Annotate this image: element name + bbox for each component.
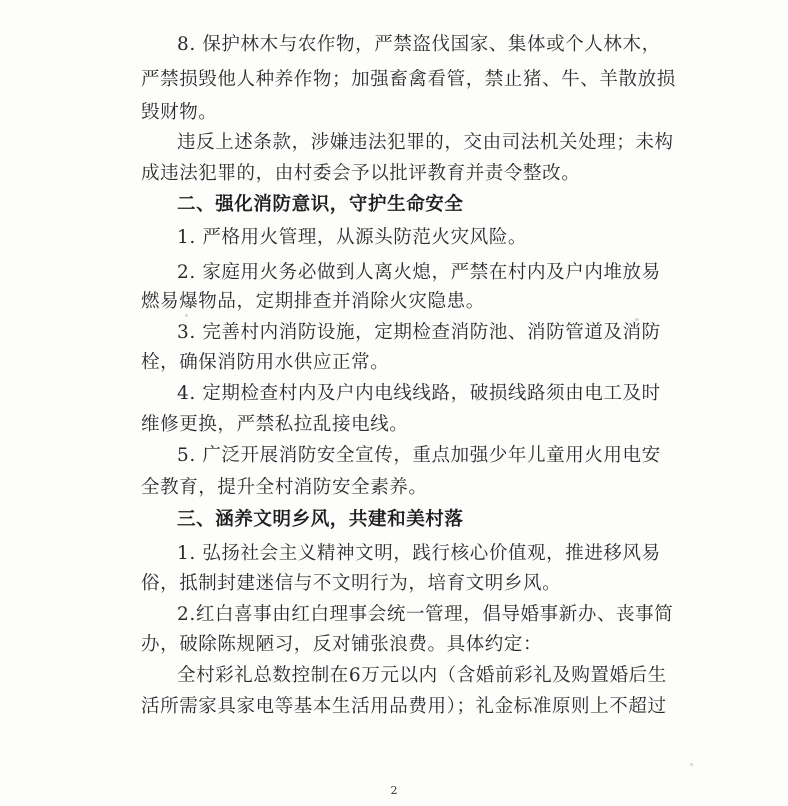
text-line: 全教育，提升全村消防安全素养。 [141,477,428,498]
text-line: 2.红白喜事由红白理事会统一管理，倡导婚事新办、丧事简 [177,604,674,625]
section-heading: 二、强化消防意识，守护生命安全 [177,194,464,215]
text-line: 4. 定期检查村内及户内电线线路，破损线路须由电工及时 [177,383,661,404]
text-line: 燃易爆物品，定期排查并消除火灾隐患。 [141,291,485,312]
text-line: 活所需家具家电等基本生活用品费用）；礼金标准原则上不超过 [141,696,667,717]
section-heading: 三、涵养文明乡风，共建和美村落 [177,509,464,530]
text-line: 1. 弘扬社会主义精神文明，践行核心价值观，推进移风易 [177,543,661,564]
scan-speck [185,314,188,317]
text-line: 办，破除陈规陋习，反对铺张浪费。具体约定： [141,634,543,655]
text-line: 2. 家庭用火务必做到人离火熄，严禁在村内及户内堆放易 [177,262,661,283]
page-number: 2 [390,784,398,797]
text-line: 俗，抵制封建迷信与不文明行为，培育文明乡风。 [141,573,562,594]
text-line: 违反上述条款，涉嫌违法犯罪的，交由司法机关处理；未构 [177,132,674,153]
text-line: 成违法犯罪的，由村委会予以批评教育并责令整改。 [141,163,581,184]
scan-speck [690,763,693,766]
text-line: 全村彩礼总数控制在6万元以内（含婚前彩礼及购置婚后生 [177,665,667,686]
scan-speck [635,318,639,321]
text-line: 毁财物。 [141,102,218,123]
text-line: 严禁损毁他人种养作物；加强畜禽看管，禁止猪、牛、羊散放损 [141,69,676,90]
text-line: 栓，确保消防用水供应正常。 [141,352,390,373]
text-line: 3. 完善村内消防设施，定期检查消防池、消防管道及消防 [177,322,661,343]
text-line: 维修更换，严禁私拉乱接电线。 [141,414,409,435]
text-line: 5. 广泛开展消防安全宣传，重点加强少年儿童用火用电安 [177,445,661,466]
text-line: 1. 严格用火管理，从源头防范火灾风险。 [177,227,528,248]
text-line: 8. 保护林木与农作物，严禁盗伐国家、集体或个人林木， [177,34,661,55]
